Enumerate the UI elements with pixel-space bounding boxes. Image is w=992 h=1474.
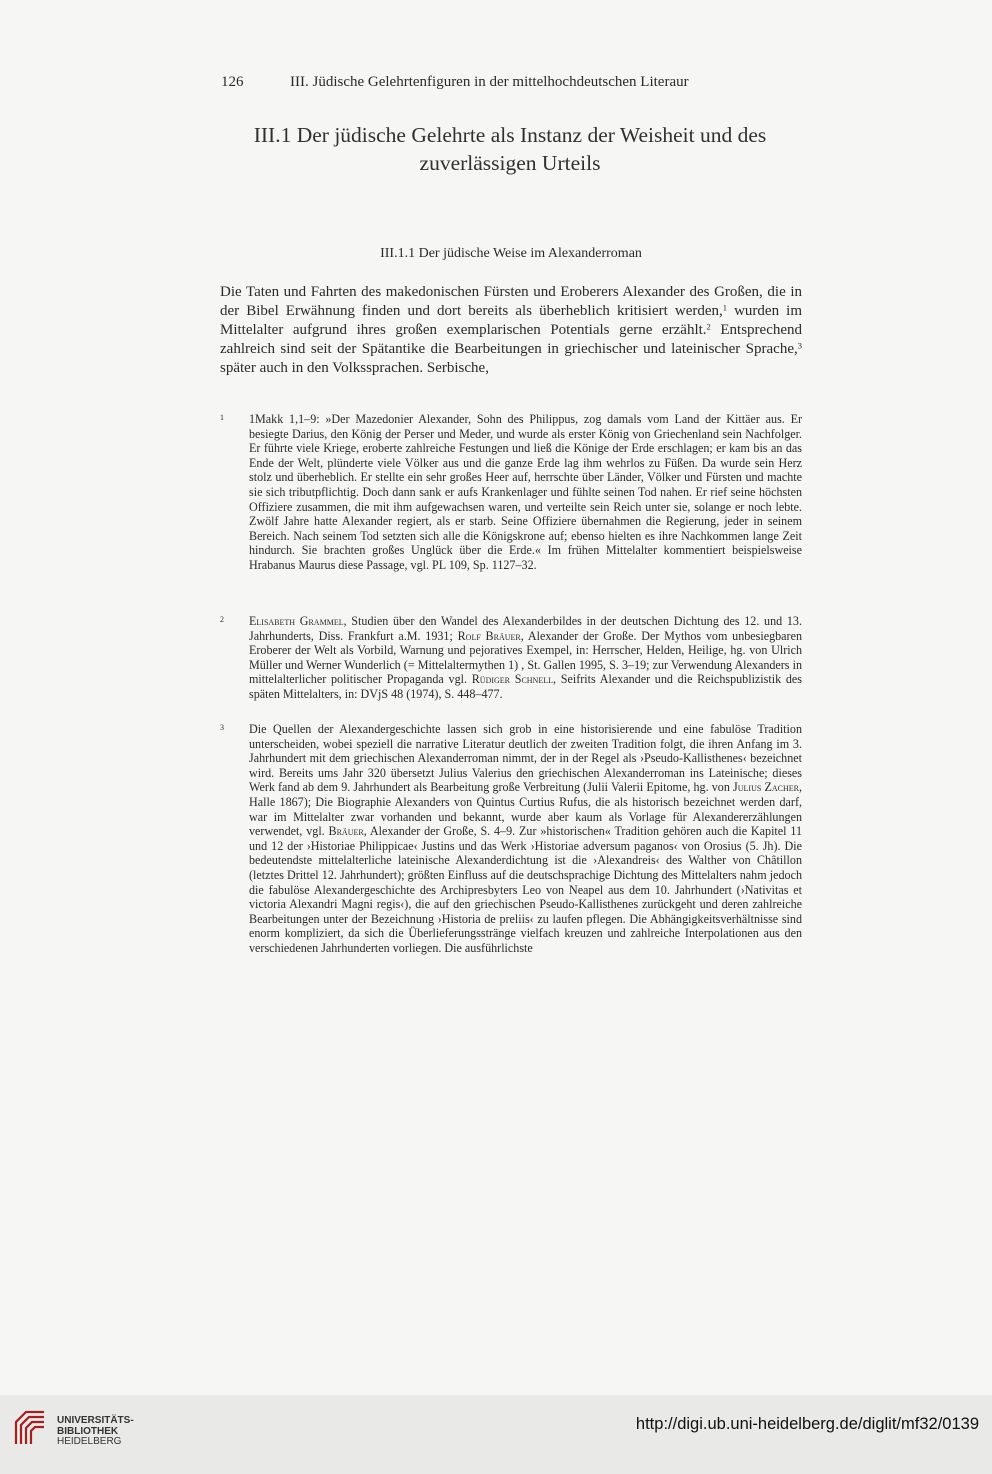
footnote-number: 1 [220, 413, 224, 422]
permalink-url[interactable]: http://digi.ub.uni-heidelberg.de/diglit/mf32/0139 [635, 1415, 979, 1433]
library-name-line-2: BIBLIOTHEK [57, 1425, 119, 1437]
author-name: Rüdiger Schnell [471, 672, 553, 687]
page-number: 126 [221, 74, 244, 90]
footnote-segment: , Studien über den Wandel des Alexanderbildes in der deutschen Dichtung des 12. und 13. Jahrhunderts, Diss. Frankfurt a.M. 1931; [249, 614, 803, 643]
footnote-number: 2 [220, 615, 224, 624]
footnote-2 [220, 614, 802, 702]
library-name[interactable] [57, 1416, 134, 1448]
logo-stroke-4 [31, 1427, 44, 1444]
footnote-ref-3[interactable]: 3 [797, 340, 802, 351]
author-name: Elisabeth Grammel [249, 614, 344, 628]
body-text-2: wurden im Mittelalter aufgrund ihres großen exemplarischen Potentials gerne erzählt. [220, 303, 802, 338]
viewer-footer [0, 1395, 992, 1474]
library-name-line-3: HEIDELBERG [57, 1436, 122, 1447]
footnote-segment: , Alexander der Große. Der Mythos vom unbesiegbaren Eroberer der Welt als Vorbild, Warnung und pejoratives Exempel, in: Herrscher, Helden, Heilige, hg. von Ulrich Müller und Werner Wunderlich (= Mittelaltermythen 1) , St. Gallen 1995, S. 3–19; zur Verwendung Alexanders in mittelalterlicher politischer Propaganda vgl. [249, 628, 802, 687]
footnote-text [249, 614, 802, 702]
footnote-segment: Die Quellen der Alexandergeschichte lassen sich grob in eine historisierende und eine fabulöse Tradition unterscheiden, wobei speziell die narrative Literatur deutlich der zweiten Tradition folgt, die ihren Anfang im 3. Jahrhundert mit dem griechischen Alexanderroman nimmt, der in der Regel als ›Pseudo-Kallisthenes‹ bezeichnet wird. Bereits ums Jahr 320 übersetzt Julius Valerius den griechischen Alexanderroman ins Lateinische; dieses Werk fand ab dem 9. Jahrhundert als Bearbeitung große Verbreitung (Julii Valerii Epitome, hg. von [249, 722, 802, 795]
footnote-segment: , Halle 1867); Die Biographie Alexanders von Quintus Curtius Rufus, die als historisch bezeichnet werden darf, war im Mittelalter zwar vorhanden und bekannt, wurde aber kaum als Vorlage für Alexandererzählungen verwendet, vgl. [249, 780, 802, 839]
footnote-text [249, 722, 802, 956]
body-text-4: später auch in den Volkssprachen. Serbische, [220, 360, 489, 376]
footnote-segment: , Seifrits Alexander und die Reichspublizistik des späten Mittelalters, in: DVjS 48 (1974), S. 448–477. [249, 672, 802, 701]
footnote-1 [220, 412, 802, 573]
footnote-number: 3 [220, 723, 224, 732]
footnote-text: 1Makk 1,1–9: »Der Mazedonier Alexander, Sohn des Philippus, zog damals vom Land der Kittäer aus. Er besiegte Darius, den König der Perser und Meder, und wurde als erster König von Griechenland sein Nachfolger. Er führte viele Kriege, eroberte zahlreiche Festungen und ließ die Könige der Erde erschlagen; er kam bis an das Ende der Welt, plünderte viele Völker aus und die ganze Erde lag ihm wehrlos zu Füßen. Da wurde sein Herz stolz und überheblich. Er stellte ein sehr großes Heer auf, herrschte über Länder, Völker und Fürsten und machte sie sich tributpflichtig. Doch dann sank er aufs Krankenlager und fühlte seinen Tod nahen. Er rief seine höchsten Offiziere zusammen, die mit ihm aufgewachsen waren, und verteilte sein Reich unter sie, solange er noch lebte. Zwölf Jahre hatte Alexander regiert, als er starb. Seine Offiziere übernahmen die Regierung, jeder in seinem Bereich. Nach seinem Tod setzten sich alle die Königskrone auf; ebenso hielten es ihre Nachkommen lange Zeit hindurch. Sie brachten großes Unglück über die Erde.« Im frühen Mittelalter kommentiert beispielsweise Hrabanus Maurus diese Passage, vgl. PL 109, Sp. 1127–32. [249, 412, 802, 572]
chapter-title [200, 121, 820, 177]
author-name: Julius Zacher [733, 780, 799, 795]
author-name: Rolf Bräuer [457, 628, 521, 643]
body-paragraph [220, 283, 802, 378]
footnote-ref-1[interactable]: 1 [722, 302, 728, 313]
chapter-title-line-2: zuverlässigen Urteils [419, 151, 601, 175]
section-title: III.1.1 Der jüdische Weise im Alexanderroman [380, 246, 642, 261]
logo-stroke-3 [26, 1422, 44, 1444]
library-name-line-1: UNIVERSITÄTS- [57, 1415, 134, 1426]
author-name: Bräuer [328, 824, 364, 839]
running-title: III. Jüdische Gelehrtenfiguren in der mittelhochdeutschen Literaur [290, 74, 689, 90]
body-text-3: Entsprechend zahlreich sind seit der Spätantike die Bearbeitungen in griechischer und lateinischer Sprache, [220, 322, 803, 357]
library-logo-icon[interactable] [10, 1406, 50, 1450]
footnote-3 [220, 722, 802, 956]
chapter-title-line-1: III.1 Der jüdische Gelehrte als Instanz der Weisheit und des [253, 123, 767, 147]
footnote-segment: , Alexander der Große, S. 4–9. Zur »historischen« Tradition gehören auch die Kapitel 11 und 12 der ›Historiae Philippicae‹ Justins und das Werk ›Historiae adversum paganos‹ von Orosius (5. Jh). Die bedeutendste mittelalterliche lateinische Alexanderdichtung ist die ›Alexandreis‹ des Walther von Châtillon (letztes Drittel 12. Jahrhundert); größten Einfluss auf die deutschsprachige Dichtung des Mittelalters nahm jedoch die fabulöse Alexandergeschichte des Archipresbyters Leo von Neapel aus dem 10. Jahrhundert (›Nativitas et victoria Alexandri Magni regis‹), die auf den griechischen Pseudo-Kallisthenes zurückgeht und deren zahlreiche Bearbeitungen unter der Bezeichnung ›Historia de preliis‹ zu laufen pflegen. Die Abhängigkeitsverhältnisse sind enorm kompliziert, da sich die Überlieferungsstränge vielfach kreuzen und zahlreiche Interpolationen aus den verschiedenen Jahrhunderten vorliegen. Die ausführlichste [249, 824, 802, 955]
footnote-ref-2[interactable]: 2 [706, 321, 711, 332]
body-text-1: Die Taten und Fahrten des makedonischen Fürsten und Eroberers Alexander des Großen, die in der Bibel Erwähnung finden und dort bereits als überheblich kritisiert werden, [220, 284, 802, 319]
